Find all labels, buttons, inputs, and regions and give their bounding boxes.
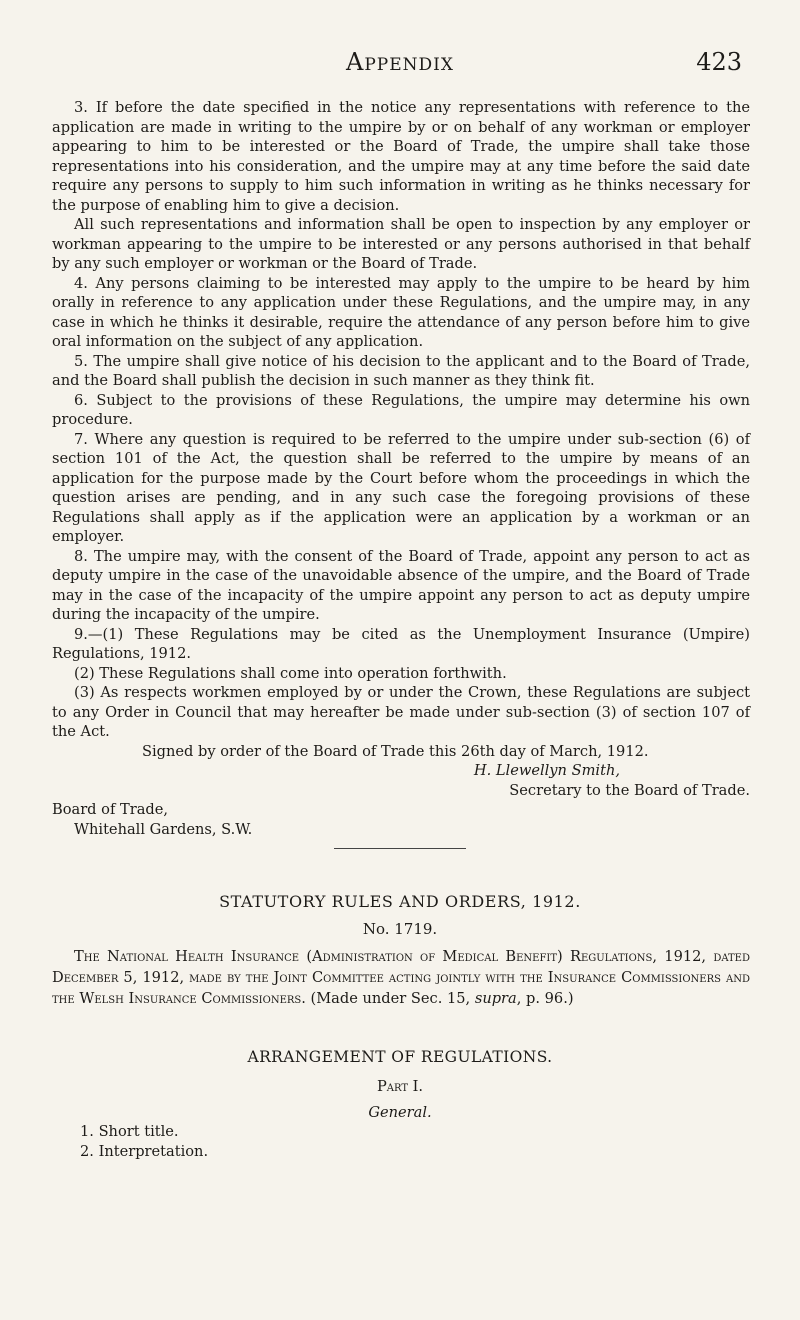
signatory-role: Secretary to the Board of Trade. — [509, 781, 750, 799]
address-line-2: Whitehall Gardens, S.W. — [74, 820, 253, 838]
part-subheading: General. — [368, 1104, 432, 1121]
signed-line: Signed by order of the Board of Trade this 26th day of March, 1912. — [142, 742, 649, 760]
paragraph-9-2: (2) These Regulations shall come into operation forthwith. — [74, 664, 507, 682]
paragraph-4: 4. Any persons claiming to be interested may apply to the umpire to be heard by him orally in reference to any application under these Regulations, and the umpire may, in any case in which he thinks it desirable, require the attendance of any person before him to give oral information on the subject of any application. — [52, 274, 750, 350]
statutory-rules-title: STATUTORY RULES AND ORDERS, 1912. — [219, 892, 581, 911]
paragraph-9-1: 9.—(1) These Regulations may be cited as the Unemployment Insurance (Umpire) Regulations, 1912. — [52, 625, 750, 662]
description-tail-post: , p. 96.) — [516, 990, 574, 1007]
contents-list — [80, 1122, 680, 1161]
paragraph-8: 8. The umpire may, with the consent of the Board of Trade, appoint any person to act as deputy umpire in the case of the unavoidable absence of the umpire, and the Board of Trade may in the case of the incapacity of the umpire appoint any person to act as deputy umpire during the incapacity of the umpire. — [52, 547, 750, 623]
page-number: 423 — [696, 48, 742, 76]
contents-item: 1. Short title. — [80, 1123, 179, 1140]
paragraph-6: 6. Subject to the provisions of these Regulations, the umpire may determine his own procedure. — [52, 391, 750, 428]
description-tail-pre: (Made under Sec. 15, — [305, 990, 475, 1007]
statutory-rules-description — [52, 946, 750, 1009]
paragraph-3-continued: All such representations and information shall be open to inspection by any employer or workman appearing to the umpire to be interested or any persons authorised in that behalf by any such employer or workman or the Board of Trade. — [52, 216, 750, 272]
part-heading: Part I. — [376, 1078, 424, 1095]
section-divider — [334, 848, 466, 849]
description-main: The National Health Insurance (Administration of Medical Benefit) Regulations, 1912, dated December 5, 1912, made by the Joint Committee acting jointly with the Insurance Commissioners and the Welsh Insurance Commissioners. — [52, 948, 750, 1007]
arrangement-heading: ARRANGEMENT OF REGULATIONS. — [247, 1048, 553, 1066]
description-tail-italic: supra — [474, 990, 517, 1007]
paragraph-9-3: (3) As respects workmen employed by or under the Crown, these Regulations are subject to any Order in Council that may hereafter be made under sub-section (3) of section 107 of the Act. — [52, 684, 750, 740]
address-line-1: Board of Trade, — [52, 801, 169, 818]
running-head-title: Appendix — [346, 48, 454, 76]
statutory-rules-number: No. 1719. — [362, 920, 438, 938]
running-head — [0, 48, 800, 78]
contents-item: 2. Interpretation. — [80, 1142, 209, 1160]
paragraph-3: 3. If before the date specified in the notice any representations with reference to the application are made in writing to the umpire by or on behalf of any workman or employer appearing to him to be interested or the Board of Trade, the umpire shall take those representations into his consideration, and the umpire may at any time before the said date require any persons to supply to him such information in writing as he thinks necessary for the purpose of enabling him to give a decision. — [52, 99, 750, 214]
paragraph-7: 7. Where any question is required to be referred to the umpire under sub-section (6) of section 101 of the Act, the question shall be referred to the umpire by means of an application for the purpose made by the Court before whom the proceedings in which the question arises are pending, and in any such case the foregoing provisions of these Regulations shall apply as if the application were an application by a workman or an employer. — [52, 430, 750, 545]
paragraph-5: 5. The umpire shall give notice of his decision to the applicant and to the Board of Trade, and the Board shall publish the decision in such manner as they think fit. — [52, 352, 750, 389]
signatory-name: H. Llewellyn Smith, — [473, 762, 620, 779]
regulations-body — [52, 98, 750, 839]
